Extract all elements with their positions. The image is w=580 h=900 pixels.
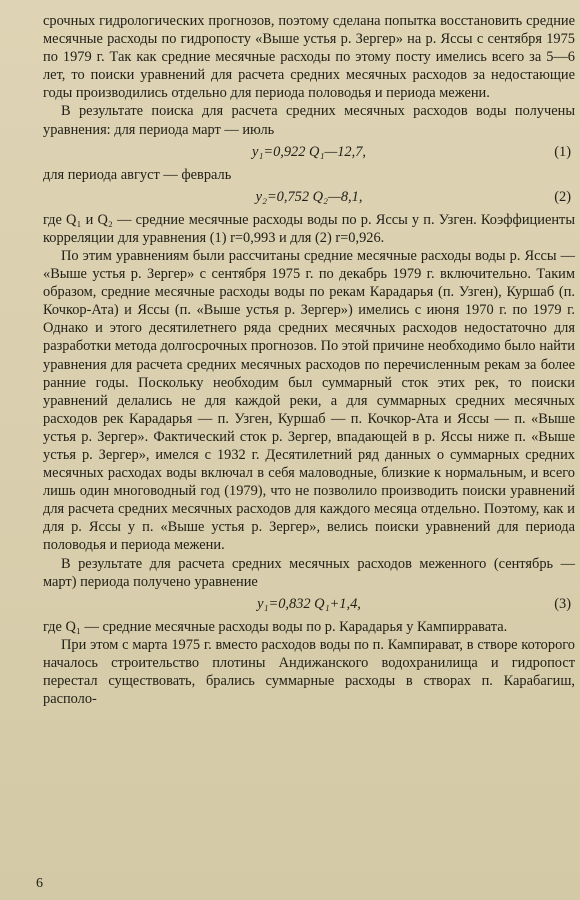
equation-3-formula: y₁=0,832 Q₁+1,4,: [257, 595, 361, 612]
page-number: 6: [36, 876, 43, 891]
paragraph-2: В результате поиска для расчета средних месячных расходов воды получены уравнения: для периода март — июль: [43, 103, 575, 138]
paragraph-4: где Q₁ и Q₂ — средние месячные расходы воды по р. Яссы у п. Узген. Коэффициенты корреляции для уравнения (1) r=0,993 и для (2) r=0,926.: [43, 211, 575, 246]
equation-2: [43, 184, 575, 211]
paragraph-1: срочных гидрологических прогнозов, поэтому сделана попытка восстановить средние месячные расходы по гидропосту «Выше устья р. Зергер» на р. Яссы с сентября 1975 по 1979 г. Так как средние месячные расходы по этому посту имелись всего за 5—6 лет, то поиски уравнений для расчета средних месячных расходов за недостающие годы производились отдельно для периода половодья и периода межени.: [43, 13, 575, 102]
equation-3: [43, 591, 575, 618]
text-column: [43, 12, 575, 708]
equation-3-number: (3): [554, 595, 571, 612]
equation-1-formula: y₁=0,922 Q₁—12,7,: [251, 143, 367, 160]
paragraph-5: По этим уравнениям были рассчитаны средние месячные расходы воды р. Яссы — «Выше устья р. Зергер» с сентября 1975 г. по декабрь 1979 г. включительно. Таким образом, средние месячные расходы воды по рекам Карадарья (п. Узген), Куршаб (п. Кочкор-Ата) и Яссы (п. «Выше устья р. Зергер») имелись с июня 1970 г. по 1979 г. Однако и этого десятилетнего ряда средних месячных расходов недостаточно для разработки метода долгосрочных прогнозов. По этой причине необходимо было найти уравнения для расчета средних месячных расходов по перечисленным рекам за более ранние годы. Поскольку необходим был суммарный сток этих рек, то поиски уравнений делались не для каждой реки, а для суммарных средних месячных расходов рек Карадарья — п. Узген, Куршаб — п. Кочкор-Ата и Яссы — п. «Выше устья р. Зергер». Фактический сток р. Зергер, впадающей в р. Яссы ниже п. «Выше устья р. Зергер», имелся с 1932 г. Десятилетний ряд данных о суммарных средних месячных расходах воды включал в себя маловодные, близкие к нормальным, и всего лишь один многоводный год (1979), что не позволило производить поиски уравнений для расчета средних месячных расходов для каждого месяца отдельно. Поэтому, как и для р. Яссы у п. «Выше устья р. Зергер», велись поиски уравнений для периода половодья и периода межени.: [43, 247, 575, 554]
paragraph-7: где Q₁ — средние месячные расходы воды по р. Карадарья у Кампирравата.: [43, 618, 508, 635]
paragraph-3: для периода август — февраль: [43, 166, 232, 183]
equation-1-number: (1): [554, 143, 571, 160]
equation-2-formula: y₂=0,752 Q₂—8,1,: [255, 188, 363, 205]
equation-1: [43, 139, 575, 166]
equation-2-number: (2): [554, 188, 571, 205]
paragraph-6: В результате для расчета средних месячных расходов меженного (сентябрь — март) периода получено уравнение: [43, 555, 575, 590]
paragraph-8: При этом с марта 1975 г. вместо расходов воды по п. Кампирават, в створе которого началось строительство плотины Андижанского водохранилища и гидропост перестал существовать, брались суммарные расходы в створах п. Карабагиш, располо-: [43, 636, 575, 708]
